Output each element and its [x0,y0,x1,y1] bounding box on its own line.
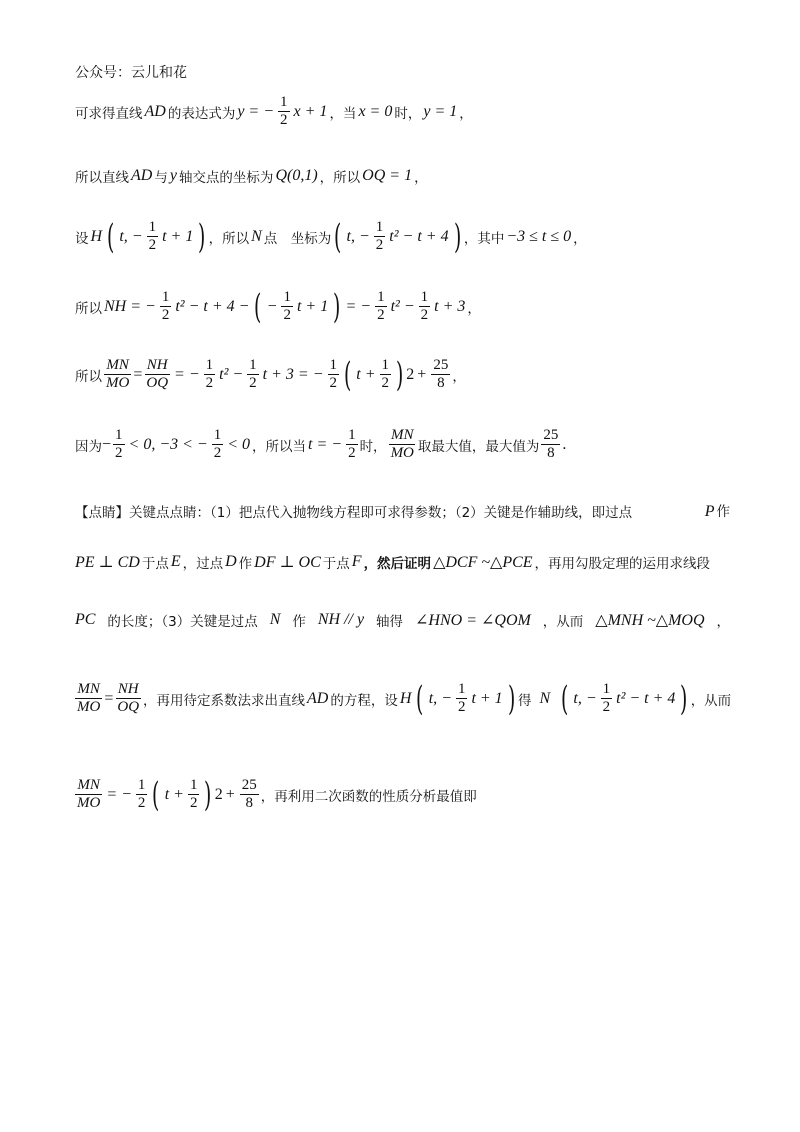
dianjing-line-3 [75,610,730,630]
text: 得 [517,693,532,709]
text: 设 [75,231,89,247]
fraction-mn-mo: $\frac{MN}{MO}$ [106,357,130,391]
text: 的方程，设 [330,693,398,709]
math-n: N [539,690,551,707]
math: PE ⊥ CD [75,554,140,571]
fraction: $\frac{1}{2}$ [205,357,214,391]
text: 因为 [75,439,102,455]
math: t² − [390,298,415,315]
fraction: $\frac{1}{2}$ [189,777,198,811]
math-d: D [225,553,237,570]
text: 点 坐标为 [263,231,332,247]
math: t = − [308,436,343,453]
math: t + 3 = − [262,366,324,383]
fraction: $\frac{1}{2}$ [280,94,288,128]
text: ，从而 [690,693,732,709]
fraction: $\frac{1}{2}$ [137,777,146,811]
math: + [225,786,235,803]
math-n: N [251,228,262,245]
text: 的表达式为 [167,106,236,122]
line-ad-expression [75,95,730,129]
text: 作 [292,614,306,630]
math: < 0 [227,436,251,453]
text: 于点 [141,556,169,572]
math-similar: △MNH ~△MOQ [595,612,705,629]
math: t² − t + 4 [616,690,676,707]
text: ，所以 [319,170,361,186]
math-h: H [90,228,103,245]
line-max-value: 因为 − $\frac{1}{2}$ < 0, −3 < − $\frac{1}{2}$ < 0 ，所以当 t = − $\frac{1}{2}$ 时， $\frac{MN}{MO}$ 取最大值，最大值为 $\frac{25}{8}$ . [75,427,567,461]
math: t + 1 [296,298,329,315]
fraction-nh-oq: $\frac{NH}{OQ}$ [146,357,169,391]
math: t, − [119,228,143,245]
math-q-point: Q(0,1) [275,167,318,184]
fraction: $\frac{1}{2}$ [420,289,429,323]
math: = − [106,786,132,803]
math: − [266,298,278,315]
fraction-25-8: $\frac{25}{8}$ [241,777,257,811]
math: t, − [346,228,370,245]
line-ratio-expression: 所以 $\frac{MN}{MO}$ = $\frac{NH}{OQ}$ = − $\frac{1}{2}$ t² − $\frac{1}{2}$ t + 3 = − $\frac{1}{2}$ ( t + $\frac{1}{2}$ ) 2 + $\frac{25}{8}$ ， [75,355,466,395]
fraction: $\frac{1}{2}$ [283,289,291,323]
text: 与 [154,170,168,186]
text: 所以 [75,301,102,317]
fraction: $\frac{1}{2}$ [115,427,123,461]
math-pc: PC [75,611,96,628]
text: ，所以 [208,231,250,247]
math: t, − [428,690,452,707]
page-header: 公众号：云儿和花 [75,65,187,81]
text: ，所以当 [252,439,307,455]
text: ， [573,231,587,247]
dianjing-line-2 [75,552,730,572]
math-ad: AD [307,690,329,707]
text: 取最大值，最大值为 [417,439,540,455]
math: t + [356,366,376,383]
math-p: P [704,503,715,520]
math-ad: AD [144,103,166,120]
math: < 0, −3 < − [128,436,208,453]
math: y = 1 [423,103,458,120]
fraction: $\frac{1}{2}$ [213,427,222,461]
text: 时， [359,439,387,455]
text: 于点 [322,556,350,572]
fraction: $\frac{1}{2}$ [602,681,611,715]
fraction-25-8: $\frac{25}{8}$ [543,427,559,461]
text: ，然后证明 [363,556,432,572]
text: ，过点 [182,556,224,572]
text: ，其中 [463,231,505,247]
exponent: 2 [214,786,223,803]
text: 作 [238,556,253,572]
fraction-25-8: $\frac{25}{8}$ [433,357,449,391]
text: . [562,436,567,453]
dianjing-line-4: $\frac{MN}{MO}$ = $\frac{NH}{OQ}$ ，再用待定系数法求出直线 AD 的方程，设 H ( t, − $\frac{1}{2}$ t + 1 ) 得 N ( t, − $\frac{1}{2}$ t² − t + 4 ) ，从而 [77,679,732,719]
math: t + 1 [471,690,503,707]
fraction: $\frac{1}{2}$ [148,219,157,253]
text: 轴交点的坐标为 [178,170,274,186]
math: NH = − [104,298,156,315]
fraction: $\frac{1}{2}$ [375,219,384,253]
fraction-nh-oq: $\frac{NH}{OQ}$ [117,681,140,715]
fraction: $\frac{1}{2}$ [249,357,257,391]
text: 作 [716,504,730,520]
line-nh-expression: 所以 NH = − $\frac{1}{2}$ t² − t + 4 − ( − $\frac{1}{2}$ t + 1 ) = − $\frac{1}{2}$ t² − $\frac{1}{2}$ t + 3 ， [75,287,481,327]
math-f: F [351,553,362,570]
text: ，再用待定系数法求出直线 [143,693,306,709]
math: t + 3 [434,298,466,315]
math: y = − [237,103,275,120]
math: t + 1 [162,228,194,245]
text: ，当 [329,106,357,122]
fraction: $\frac{1}{2}$ [329,357,338,391]
math: + [417,366,427,383]
fraction: $\frac{1}{2}$ [381,357,390,391]
text: 可求得直线 [75,106,143,122]
text: ，再利用二次函数的性质分析最值即 [260,789,477,805]
dianjing-line-1 [75,500,730,521]
math-y: y [169,167,177,184]
text: 所以 [75,369,102,385]
text: ， [467,301,481,317]
text: 时， [394,106,422,122]
math: = − [345,298,372,315]
fraction-mn-mo: $\frac{MN}{MO}$ [77,777,101,811]
math: t, − [573,690,597,707]
fraction-mn-mo: $\frac{MN}{MO}$ [77,681,101,715]
text: ，再用勾股定理的运用求线段 [534,556,711,572]
text: ， [716,614,730,630]
text: ， [414,170,428,186]
math: = − [174,366,200,383]
math-oq: OQ = 1 [362,167,413,184]
math: NH // y [317,611,365,628]
math: DF ⊥ OC [254,554,321,571]
math: x + 1 [293,103,328,120]
dianjing-line-5: $\frac{MN}{MO}$ = − $\frac{1}{2}$ ( t + $\frac{1}{2}$ ) 2 + $\frac{25}{8}$ ，再利用二次函数的性质分析最值即 [77,775,477,815]
math-angle: ∠HNO = ∠QOM [415,612,531,629]
text: ， [452,369,466,385]
text: ，从而 [542,614,584,630]
line-intersection [75,166,730,186]
fraction: $\frac{1}{2}$ [457,681,466,715]
math-n: N [269,611,281,628]
text: 轴得 [376,614,404,630]
math-similar: △DCF ~△PCE [433,554,533,571]
math: t² − t + 4 [389,228,449,245]
text: 所以直线 [75,170,129,186]
math-range: −3 ≤ t ≤ 0 [506,228,572,245]
math-ad: AD [131,167,153,184]
math: x = 0 [358,103,393,120]
fraction: $\frac{1}{2}$ [161,289,170,323]
text: 的长度；（3）关键是过点 [107,614,258,630]
fraction: $\frac{1}{2}$ [377,289,385,323]
exponent: 2 [406,366,415,383]
math-e: E [170,553,181,570]
fraction: $\frac{1}{2}$ [348,427,356,461]
math-h: H [399,690,412,707]
math: t² − [219,366,244,383]
fraction-mn-mo: $\frac{MN}{MO}$ [390,427,414,461]
math: t² − t + 4 − [175,298,250,315]
math: t + [164,786,184,803]
text: 【点睛】关键点点睛：（1）把点代入抛物线方程即可求得参数；（2）关键是作辅助线，即过点 [75,504,633,521]
text: ， [459,106,473,122]
line-h-n-coordinates: 设 H ( t, − $\frac{1}{2}$ t + 1 ) ，所以 N 点 坐标为 ( t, − $\frac{1}{2}$ t² − t + 4 ) ，其中 −3 ≤ t ≤ 0 ， [75,217,587,257]
